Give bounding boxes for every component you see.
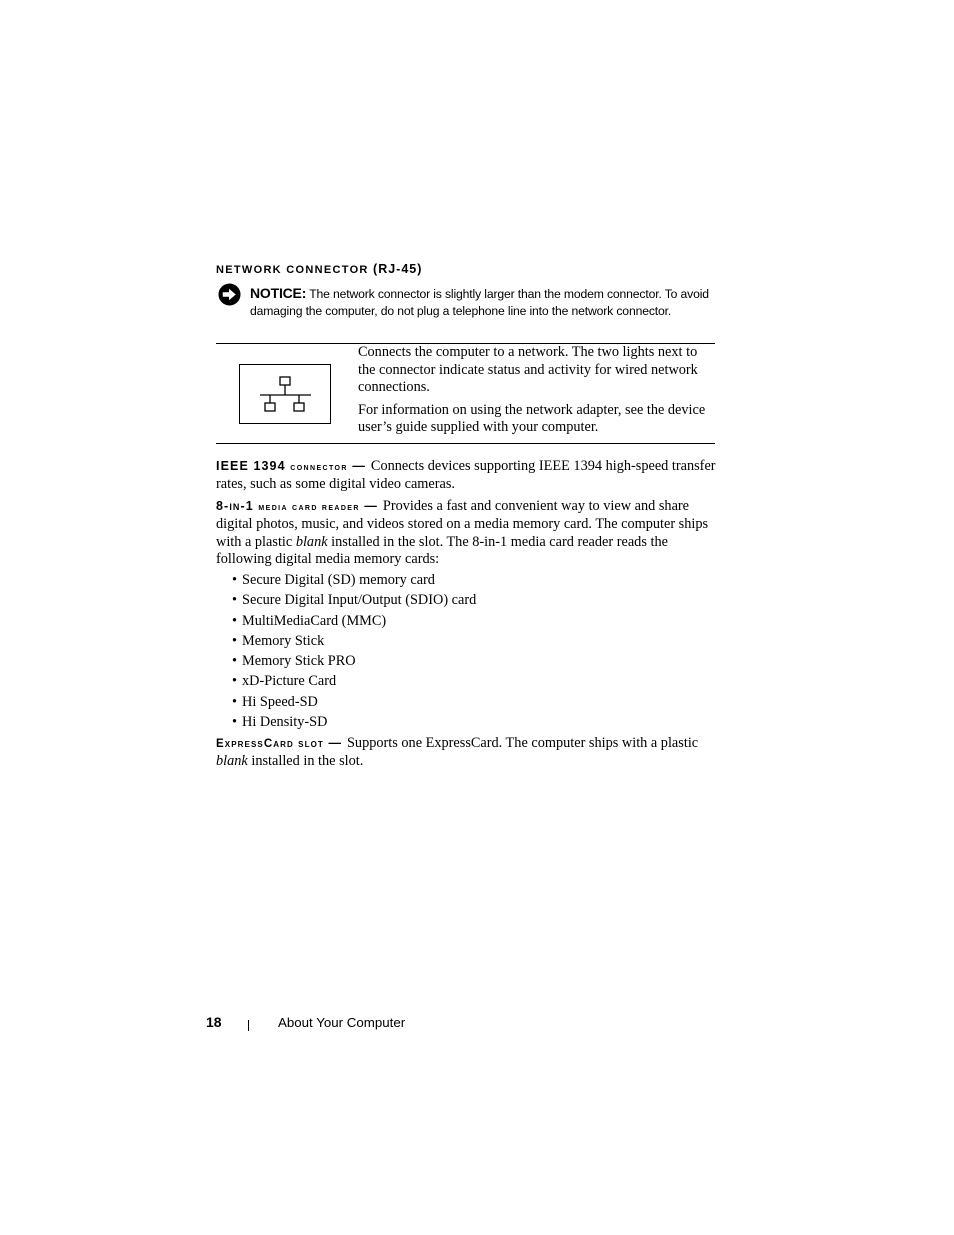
network-description-p2: For information on using the network adapter, see the device user’s guide supplied with your computer. bbox=[358, 401, 706, 435]
table-bottom-rule bbox=[216, 443, 715, 444]
media-card-list bbox=[232, 570, 476, 732]
list-item: • MultiMediaCard (MMC) bbox=[232, 611, 476, 631]
expresscard-paragraph bbox=[216, 735, 716, 771]
expresscard-lead-dash: — bbox=[328, 736, 341, 750]
media-reader-lead-dash: — bbox=[364, 499, 377, 513]
network-description bbox=[358, 344, 718, 442]
ieee-lead-small: connector bbox=[290, 462, 348, 473]
expresscard-italic: blank bbox=[216, 753, 248, 770]
notice-text: The network connector is slightly larger than the modem connector. To avoid damaging the computer, do not plug a telephone line into the network connector. bbox=[250, 287, 709, 318]
media-reader-paragraph bbox=[216, 498, 716, 568]
ieee-1394-paragraph bbox=[216, 458, 716, 494]
page-number: 18 bbox=[206, 1014, 222, 1030]
list-item: • Hi Density-SD bbox=[232, 712, 476, 732]
ieee-text: Connects devices supporting IEEE 1394 high-speed transfer rates, such as some digital video cameras. bbox=[216, 458, 716, 493]
notice-arrow-icon bbox=[218, 283, 241, 306]
expresscard-lead-main: ExpressCard slot bbox=[216, 738, 324, 750]
expresscard-lead bbox=[216, 736, 347, 750]
media-reader-italic: blank bbox=[295, 533, 328, 550]
media-reader-text-before: Provides a fast and convenient way to view and share digital photos, music, and videos stored on a media memory card. The computer ships with a plastic bbox=[216, 498, 709, 550]
media-reader-lead-small: media card reader bbox=[258, 502, 360, 513]
list-item: • Secure Digital (SD) memory card bbox=[232, 570, 476, 590]
media-reader-lead bbox=[216, 499, 383, 513]
ieee-lead-dash: — bbox=[352, 459, 365, 473]
network-connector-heading bbox=[216, 262, 422, 276]
network-connector-heading-text: NETWORK CONNECTOR bbox=[216, 264, 369, 276]
network-description-p1: Connects the computer to a network. The two lights next to the connector indicate status and activity for wired network connections. bbox=[358, 344, 698, 395]
media-reader-text-after: installed in the slot. The 8-in-1 media card reader reads the following digital media memory cards: bbox=[216, 533, 668, 567]
ieee-lead-main: IEEE 1394 bbox=[216, 459, 286, 473]
list-item: • Hi Speed-SD bbox=[232, 692, 476, 712]
network-icon bbox=[240, 365, 329, 422]
list-item: • Secure Digital Input/Output (SDIO) card bbox=[232, 590, 476, 610]
media-reader-lead-main: 8-in-1 bbox=[216, 499, 254, 513]
network-connector-heading-paren: (RJ-45) bbox=[373, 262, 423, 276]
notice-label: NOTICE: bbox=[250, 285, 307, 301]
expresscard-text-after: installed in the slot. bbox=[251, 753, 364, 770]
list-item: • Memory Stick PRO bbox=[232, 651, 476, 671]
expresscard-text-before: Supports one ExpressCard. The computer ships with a plastic bbox=[346, 735, 699, 751]
list-item: • Memory Stick bbox=[232, 631, 476, 651]
ieee-1394-lead bbox=[216, 459, 371, 473]
footer-separator bbox=[248, 1020, 249, 1031]
list-item: • xD-Picture Card bbox=[232, 671, 476, 691]
footer-section-title: About Your Computer bbox=[278, 1015, 406, 1030]
notice-block bbox=[250, 285, 718, 320]
network-icon-frame bbox=[239, 364, 331, 424]
